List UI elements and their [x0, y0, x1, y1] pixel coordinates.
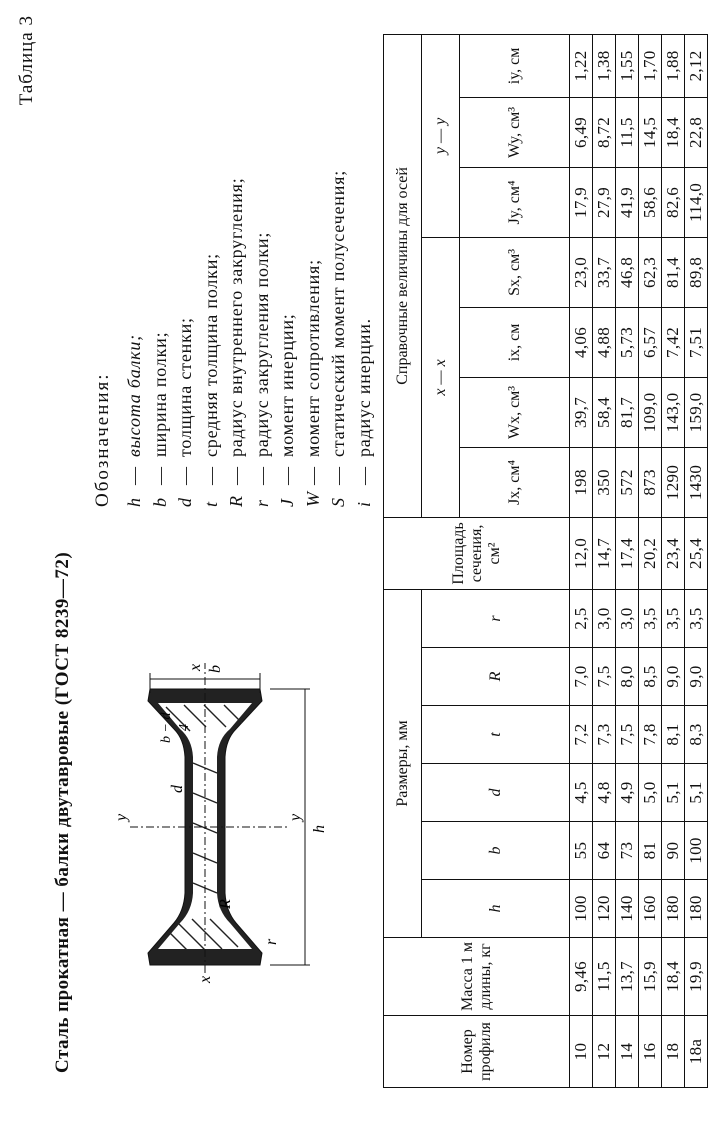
cell-area: 20,2 — [639, 517, 662, 589]
legend-dash: — — [353, 466, 374, 485]
cell-h: 160 — [639, 880, 662, 938]
cell-Jy: 17,9 — [570, 167, 593, 237]
legend-item — [352, 7, 378, 507]
cell-area: 25,4 — [685, 517, 708, 589]
cell-h: 140 — [616, 880, 639, 938]
legend-dash: — — [226, 466, 246, 485]
diagram-label-y-top: y — [113, 813, 130, 821]
cell-r: 3,5 — [639, 589, 662, 647]
cell-Wx: 159,0 — [685, 377, 708, 447]
cell-Sx: 62,3 — [639, 237, 662, 307]
cell-Wx: 39,7 — [570, 377, 593, 447]
cell-b: 100 — [685, 822, 708, 880]
legend-symbol: d — [175, 497, 195, 507]
col-header-profile: Номер профиля — [384, 1016, 570, 1088]
cell-profile: 12 — [593, 1016, 616, 1088]
table-row — [616, 34, 639, 1087]
diagram-label-x-left: x — [197, 975, 214, 983]
cell-b: 73 — [616, 822, 639, 880]
cell-Jx: 572 — [616, 447, 639, 517]
legend-description: радиус закругления полки; — [251, 231, 272, 457]
cell-R: 7,0 — [570, 648, 593, 706]
legend-dash: — — [175, 466, 195, 485]
cell-area: 17,4 — [616, 517, 639, 589]
legend-item — [173, 7, 199, 507]
cell-Wx: 81,7 — [616, 377, 639, 447]
cell-R: 8,0 — [616, 648, 639, 706]
steel-beam-table — [383, 34, 708, 1088]
cell-mass: 19,9 — [685, 938, 708, 1016]
cell-t: 7,2 — [570, 706, 593, 764]
legend-symbol: r — [251, 499, 272, 507]
table-number-label: Таблица 3 — [16, 15, 37, 106]
cell-iy: 1,22 — [570, 34, 593, 97]
legend-description: толщина стенки; — [175, 317, 195, 457]
cell-h: 120 — [593, 880, 616, 938]
cell-Jy: 41,9 — [616, 167, 639, 237]
cell-R: 8,5 — [639, 648, 662, 706]
cell-mass: 11,5 — [593, 938, 616, 1016]
cell-b: 64 — [593, 822, 616, 880]
cell-iy: 1,88 — [662, 34, 685, 97]
cell-Jy: 27,9 — [593, 167, 616, 237]
legend-heading: Обозначения: — [92, 372, 113, 507]
cell-r: 3,5 — [662, 589, 685, 647]
col-header-Sx: Sx, см³ — [460, 237, 570, 307]
legend-item — [250, 7, 276, 507]
legend-dash: — — [124, 466, 144, 485]
cell-mass: 15,9 — [639, 938, 662, 1016]
cell-Sx: 81,4 — [662, 237, 685, 307]
cell-Jx: 873 — [639, 447, 662, 517]
diagram-label-fraction-numerator: b − d — [159, 712, 174, 743]
cell-Jx: 1290 — [662, 447, 685, 517]
legend-symbol: b — [149, 497, 170, 507]
cell-d: 5,0 — [639, 764, 662, 822]
legend-description: ширина полки; — [149, 331, 170, 457]
cell-ix: 4,88 — [593, 307, 616, 377]
cell-Wy: 14,5 — [639, 97, 662, 167]
legend-dash: — — [328, 466, 348, 485]
cell-Wx: 58,4 — [593, 377, 616, 447]
diagram-label-b: b — [207, 665, 224, 673]
legend-dash: — — [277, 466, 297, 485]
cell-ix: 6,57 — [639, 307, 662, 377]
cell-mass: 9,46 — [570, 938, 593, 1016]
legend-dash: — — [149, 466, 170, 485]
cell-R: 7,5 — [593, 648, 616, 706]
cell-Wy: 8,72 — [593, 97, 616, 167]
diagram-label-r: r — [263, 938, 280, 945]
col-header-d: d — [422, 764, 570, 822]
cell-ix: 7,42 — [662, 307, 685, 377]
cell-R: 9,0 — [662, 648, 685, 706]
col-header-ix: ix, см — [460, 307, 570, 377]
cell-Sx: 23,0 — [570, 237, 593, 307]
cell-Sx: 33,7 — [593, 237, 616, 307]
col-header-Jx: Jx, см⁴ — [460, 447, 570, 517]
legend-description: радиус внутреннего закругления; — [226, 177, 246, 457]
cell-d: 5,1 — [662, 764, 685, 822]
cell-r: 2,5 — [570, 589, 593, 647]
col-header-r: r — [422, 589, 570, 647]
cell-Wx: 109,0 — [639, 377, 662, 447]
legend-item — [148, 7, 174, 507]
cell-Wy: 22,8 — [685, 97, 708, 167]
cell-iy: 1,55 — [616, 34, 639, 97]
cell-b: 90 — [662, 822, 685, 880]
col-header-Wy: Wy, см³ — [460, 97, 570, 167]
cell-ix: 4,06 — [570, 307, 593, 377]
legend-description: радиус инерции. — [353, 318, 374, 457]
cell-h: 180 — [662, 880, 685, 938]
col-group-dimensions: Размеры, мм — [384, 589, 422, 937]
cell-profile: 18a — [685, 1016, 708, 1088]
cell-d: 4,9 — [616, 764, 639, 822]
cell-r: 3,5 — [685, 589, 708, 647]
cell-Jx: 1430 — [685, 447, 708, 517]
legend-item — [275, 7, 301, 507]
cell-d: 4,8 — [593, 764, 616, 822]
cell-mass: 13,7 — [616, 938, 639, 1016]
legend-symbol: R — [226, 495, 246, 507]
col-header-mass: Масса 1 м длины, кг — [384, 938, 570, 1016]
table-row — [570, 34, 593, 1087]
legend-symbol: h — [124, 497, 144, 507]
page-title: Сталь прокатная — балки двутавровые (ГОСТ 8239—72) — [52, 551, 73, 1073]
table-row — [639, 34, 662, 1087]
legend-dash: — — [200, 466, 221, 485]
col-group-axis-xx: x — x — [422, 237, 460, 517]
cell-Jy: 82,6 — [662, 167, 685, 237]
legend-description: средняя толщина полки; — [200, 253, 221, 457]
cell-r: 3,0 — [593, 589, 616, 647]
symbols-legend — [122, 7, 377, 507]
table-row — [593, 34, 616, 1087]
cell-profile: 16 — [639, 1016, 662, 1088]
col-header-area: Площадь сечения, см² — [384, 517, 570, 589]
cell-b: 55 — [570, 822, 593, 880]
diagram-label-x-right: x — [187, 663, 204, 671]
diagram-label-h: h — [311, 825, 328, 833]
cell-t: 7,8 — [639, 706, 662, 764]
cell-Wy: 11,5 — [616, 97, 639, 167]
legend-symbol: i — [353, 501, 374, 507]
col-header-iy: iy, см — [460, 34, 570, 97]
cell-Sx: 46,8 — [616, 237, 639, 307]
cell-ix: 5,73 — [616, 307, 639, 377]
legend-dash: — — [251, 466, 272, 485]
legend-item — [199, 7, 225, 507]
diagram-label-fraction-denominator: 4 — [177, 724, 192, 731]
cell-ix: 7,51 — [685, 307, 708, 377]
cell-d: 5,1 — [685, 764, 708, 822]
cell-Wx: 143,0 — [662, 377, 685, 447]
cell-d: 4,5 — [570, 764, 593, 822]
col-group-axis-yy: y — y — [422, 34, 460, 237]
cell-iy: 2,12 — [685, 34, 708, 97]
cell-Sx: 89,8 — [685, 237, 708, 307]
table-row — [662, 34, 685, 1087]
cell-Jy: 114,0 — [685, 167, 708, 237]
col-header-t: t — [422, 706, 570, 764]
i-beam-cross-section-diagram — [110, 653, 350, 993]
cell-profile: 14 — [616, 1016, 639, 1088]
table-row — [685, 34, 708, 1087]
col-header-R: R — [422, 648, 570, 706]
col-header-b: b — [422, 822, 570, 880]
legend-description: высота балки; — [124, 334, 144, 457]
cell-Wy: 6,49 — [570, 97, 593, 167]
diagram-label-R: R — [217, 899, 234, 909]
diagram-label-y-bottom: y — [287, 813, 304, 821]
col-group-reference-values: Справочные величины для осей — [384, 34, 422, 517]
cell-t: 7,5 — [616, 706, 639, 764]
legend-symbol: W — [302, 491, 323, 507]
legend-symbol: t — [200, 501, 221, 507]
cell-Jx: 198 — [570, 447, 593, 517]
cell-mass: 18,4 — [662, 938, 685, 1016]
legend-symbol: S — [328, 497, 348, 507]
cell-area: 14,7 — [593, 517, 616, 589]
legend-description: момент сопротивления; — [302, 259, 323, 457]
cell-Jx: 350 — [593, 447, 616, 517]
legend-description: статический момент полусечения; — [328, 169, 348, 457]
legend-dash: — — [302, 466, 323, 485]
col-header-Wx: Wx, см³ — [460, 377, 570, 447]
legend-symbol: J — [277, 498, 297, 507]
col-header-h: h — [422, 880, 570, 938]
cell-profile: 10 — [570, 1016, 593, 1088]
cell-h: 100 — [570, 880, 593, 938]
cell-r: 3,0 — [616, 589, 639, 647]
legend-item — [326, 7, 352, 507]
cell-area: 12,0 — [570, 517, 593, 589]
i-beam-drawing — [110, 653, 350, 993]
table-body — [570, 34, 708, 1087]
cell-R: 9,0 — [685, 648, 708, 706]
cell-t: 7,3 — [593, 706, 616, 764]
cell-area: 23,4 — [662, 517, 685, 589]
cell-Wy: 18,4 — [662, 97, 685, 167]
cell-t: 8,3 — [685, 706, 708, 764]
cell-b: 81 — [639, 822, 662, 880]
cell-h: 180 — [685, 880, 708, 938]
legend-item — [301, 7, 327, 507]
diagram-label-d: d — [169, 785, 186, 793]
cell-iy: 1,38 — [593, 34, 616, 97]
legend-item — [122, 7, 148, 507]
cell-t: 8,1 — [662, 706, 685, 764]
legend-description: момент инерции; — [277, 313, 297, 457]
cell-iy: 1,70 — [639, 34, 662, 97]
col-header-Jy: Jy, см⁴ — [460, 167, 570, 237]
legend-item — [224, 7, 250, 507]
cell-Jy: 58,6 — [639, 167, 662, 237]
cell-profile: 18 — [662, 1016, 685, 1088]
